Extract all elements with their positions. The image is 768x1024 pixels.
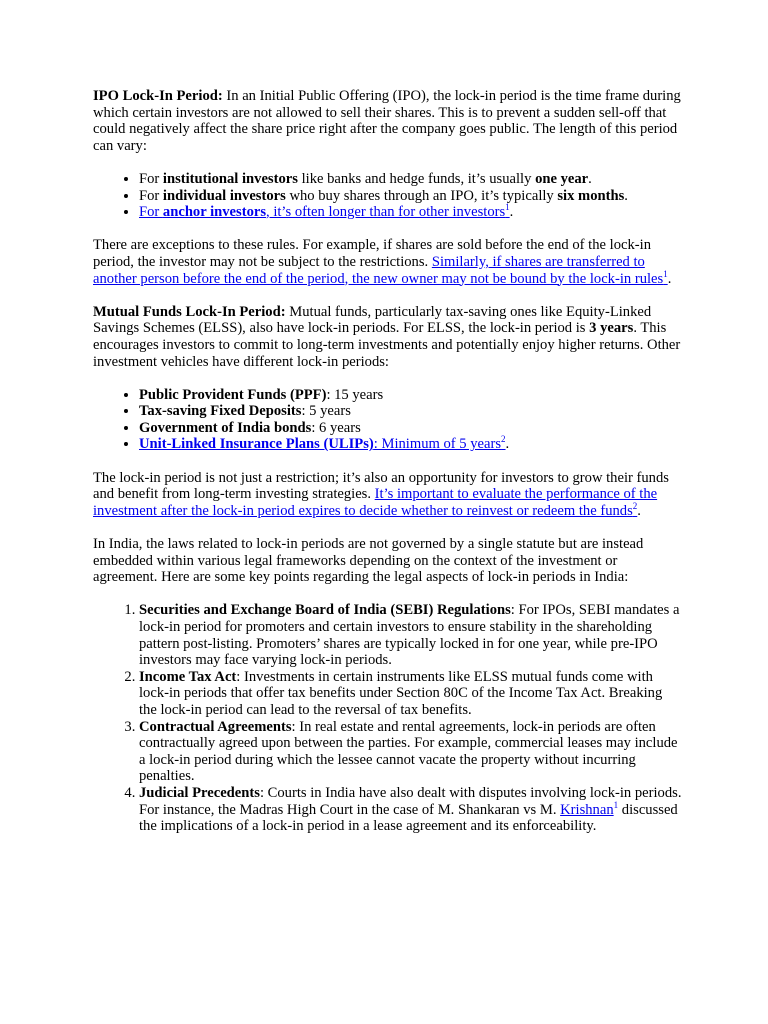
lockin-vehicles-list — [93, 387, 683, 453]
ipo-heading: IPO Lock-In Period: — [93, 88, 223, 104]
bullet-bold: one year — [535, 170, 589, 187]
bullet-text: . — [509, 204, 514, 221]
item-text: : Investments in certain instruments like ELSS mutual funds come with lock-in periods that offer tax benefits under Section 80C of the Income Tax Act. Breaking the lock-in period can lead to the reversal of tax benefits. — [139, 668, 663, 718]
legal-intro-paragraph: In India, the laws related to lock-in periods are not governed by a single statute but are instead embedded within various legal frameworks depending on the context of the investment or agreement. Here are some key points regarding the legal aspects of lock-in periods in India: — [93, 536, 644, 586]
anchor-investors-link[interactable] — [139, 204, 510, 220]
list-item — [139, 188, 683, 205]
legal-aspects-list — [93, 602, 683, 834]
item-text: : In real estate and rental agreements, lock-in periods are often contractually agreed upon between the parties. For example, commercial leases may include a lock-in period during which the lessee cannot vacate the property without incurring penalties. — [139, 718, 678, 785]
footnote-ref: 2 — [501, 434, 506, 445]
footnote-ref: 1 — [505, 202, 510, 213]
list-item — [139, 204, 683, 221]
ipo-intro-text: In an Initial Public Offering (IPO), the lock-in period is the time frame during which certain investors are not allowed to sell their shares. This is to prevent a sudden sell-off that could negatively affect the share price right after the company goes public. The length of this period can vary: — [93, 88, 681, 154]
footnote-ref: 1 — [663, 268, 668, 279]
paragraph-bold: 3 years — [589, 320, 634, 337]
opportunity-paragraph — [93, 470, 683, 520]
bullet-text: . — [588, 170, 592, 187]
footnote-ref: 2 — [632, 500, 638, 511]
bullet-text: like banks and hedge funds, it’s usually — [297, 170, 536, 187]
bullet-text: . — [505, 436, 510, 453]
item-bold: Contractual Agreements — [139, 718, 292, 735]
bullet-text: For — [139, 187, 163, 204]
bullet-bold: Tax-saving Fixed Deposits — [139, 403, 302, 420]
bullet-bold: individual investors — [162, 187, 286, 204]
krishnan-link[interactable] — [560, 802, 614, 818]
paragraph-text: . — [637, 502, 641, 519]
paragraph-text: The lock-in period is not just a restriction; it’s also an opportunity for investors to grow their funds and benefit from long-term investing strategies. — [93, 469, 669, 503]
item-text: : Courts in India have also dealt with disputes involving lock-in periods. For instance, the Madras High Court in the case of M. Shankaran vs M. — [139, 784, 682, 818]
bullet-text: : 6 years — [311, 419, 361, 436]
mutual-funds-paragraph — [93, 304, 683, 370]
bullet-text: : 15 years — [326, 386, 384, 403]
list-item — [139, 785, 683, 835]
list-item — [139, 436, 683, 453]
ipo-intro-paragraph — [93, 88, 683, 154]
item-text: discussed the implications of a lock-in period in a lease agreement and its enforceability. — [139, 801, 678, 835]
bullet-text: who buy shares through an IPO, it’s typically — [285, 187, 558, 204]
link-text: It’s important to evaluate the performance of the investment after the lock-in period expires to decide whether to reinvest or redeem the funds — [93, 486, 658, 519]
item-bold: Income Tax Act — [139, 668, 237, 685]
footnote-ref: 1 — [613, 799, 619, 810]
list-item — [139, 171, 683, 188]
item-bold: Securities and Exchange Board of India (SEBI) Regulations — [139, 602, 511, 619]
bullet-text: . — [624, 187, 628, 204]
paragraph-text: Mutual funds, particularly tax-saving ones like Equity-Linked Savings Schemes (ELSS), also have lock-in periods. For ELSS, the lock-in period is — [93, 303, 652, 337]
list-item — [139, 719, 683, 785]
bullet-text: : 5 years — [301, 403, 351, 420]
bullet-bold: six months — [557, 187, 625, 204]
link-bold: anchor investors — [162, 204, 267, 221]
exceptions-paragraph — [93, 237, 683, 287]
list-item — [139, 669, 683, 719]
paragraph-text: . This encourages investors to commit to long-term investments and potentially enjoy higher returns. Other investment vehicles have different lock-in periods: — [93, 320, 681, 370]
mutual-funds-heading: Mutual Funds Lock-In Period: — [93, 303, 286, 320]
list-item — [139, 387, 683, 404]
link-bold: Unit-Linked Insurance Plans (ULIPs) — [139, 436, 374, 453]
link-text: For — [139, 204, 163, 221]
link-text: Krishnan — [560, 801, 614, 818]
bullet-bold: institutional investors — [162, 170, 298, 187]
document-body — [93, 88, 683, 851]
list-item — [139, 420, 683, 437]
item-bold: Judicial Precedents — [139, 784, 260, 801]
link-text: , it’s often longer than for other investors — [266, 204, 506, 221]
link-text: : Minimum of 5 years — [373, 436, 502, 453]
ipo-bullet-list — [93, 171, 683, 221]
bullet-bold: Public Provident Funds (PPF) — [139, 386, 327, 403]
list-item — [139, 403, 683, 420]
paragraph-text: . — [667, 270, 672, 287]
link-text: Similarly, if shares are transferred to another person before the end of the period, the new owner may not be bound by the lock-in rules — [93, 253, 664, 287]
bullet-bold: Government of India bonds — [139, 419, 312, 436]
item-text: : For IPOs, SEBI mandates a lock-in period for promoters and certain investors to ensure stability in the shareholding pattern post-listing. Promoters’ shares are typically locked in for one year, while pre-IPO investors may face varying lock-in periods. — [139, 602, 680, 669]
list-item — [139, 602, 683, 668]
paragraph-text: There are exceptions to these rules. For example, if shares are sold before the end of the lock-in period, the investor may not be subject to the restrictions. — [93, 237, 651, 270]
ulip-link[interactable] — [139, 436, 506, 452]
bullet-text: For — [139, 170, 163, 187]
